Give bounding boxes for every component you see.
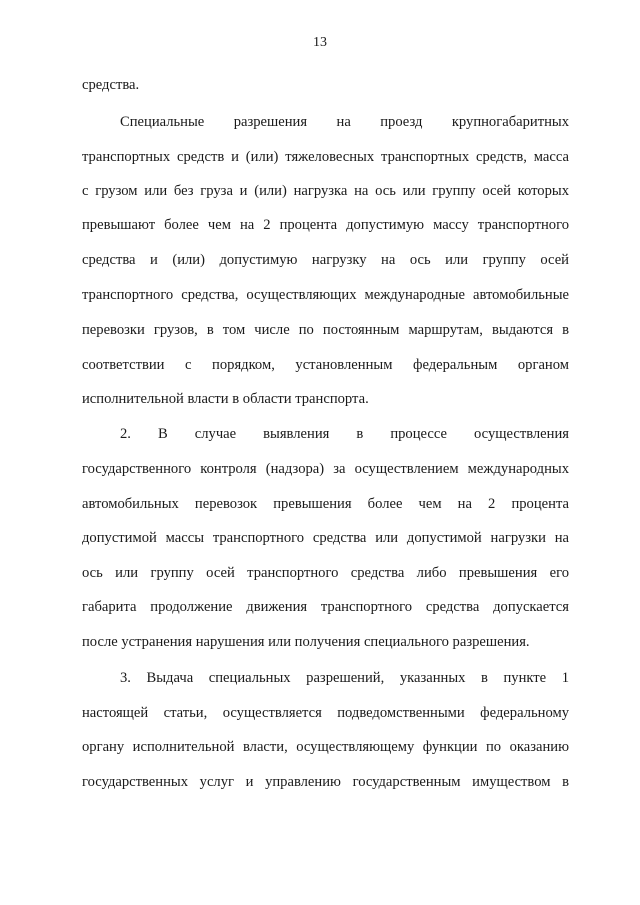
text-line: органу исполнительной власти, осуществляющему функции по оказанию xyxy=(82,739,569,755)
text-line: транспортных средств и (или) тяжеловесных транспортных средств, масса xyxy=(82,149,569,165)
text-line: габарита продолжение движения транспортного средства допускается xyxy=(82,599,569,615)
text-line: средства. xyxy=(82,77,140,93)
text-line: соответствии с порядком, установленным федеральным органом xyxy=(82,357,569,373)
text-line: превышают более чем на 2 процента допустимую массу транспортного xyxy=(82,217,569,233)
text-line: исполнительной власти в области транспорта. xyxy=(82,391,369,407)
text-line: транспортного средства, осуществляющих международные автомобильные xyxy=(82,287,569,303)
text-line: 3. Выдача специальных разрешений, указанных в пункте 1 xyxy=(120,670,569,686)
text-line: допустимой массы транспортного средства или допустимой нагрузки на xyxy=(82,530,569,546)
text-line: Специальные разрешения на проезд крупногабаритных xyxy=(120,114,569,130)
text-line: перевозки грузов, в том числе по постоянным маршрутам, выдаются в xyxy=(82,322,569,338)
text-line: средства и (или) допустимую нагрузку на ось или группу осей xyxy=(82,252,569,268)
text-line: государственных услуг и управлению государственным имуществом в xyxy=(82,774,569,790)
text-line: настоящей статьи, осуществляется подведомственными федеральному xyxy=(82,705,569,721)
text-line: ось или группу осей транспортного средства либо превышения его xyxy=(82,565,569,581)
text-line: с грузом или без груза и (или) нагрузка на ось или группу осей которых xyxy=(82,183,569,199)
text-line: автомобильных перевозок превышения более чем на 2 процента xyxy=(82,496,569,512)
text-line: 2. В случае выявления в процессе осуществления xyxy=(120,426,569,442)
page-number: 13 xyxy=(313,35,327,50)
text-line: государственного контроля (надзора) за осуществлением международных xyxy=(82,461,569,477)
text-line: после устранения нарушения или получения специального разрешения. xyxy=(82,634,530,650)
